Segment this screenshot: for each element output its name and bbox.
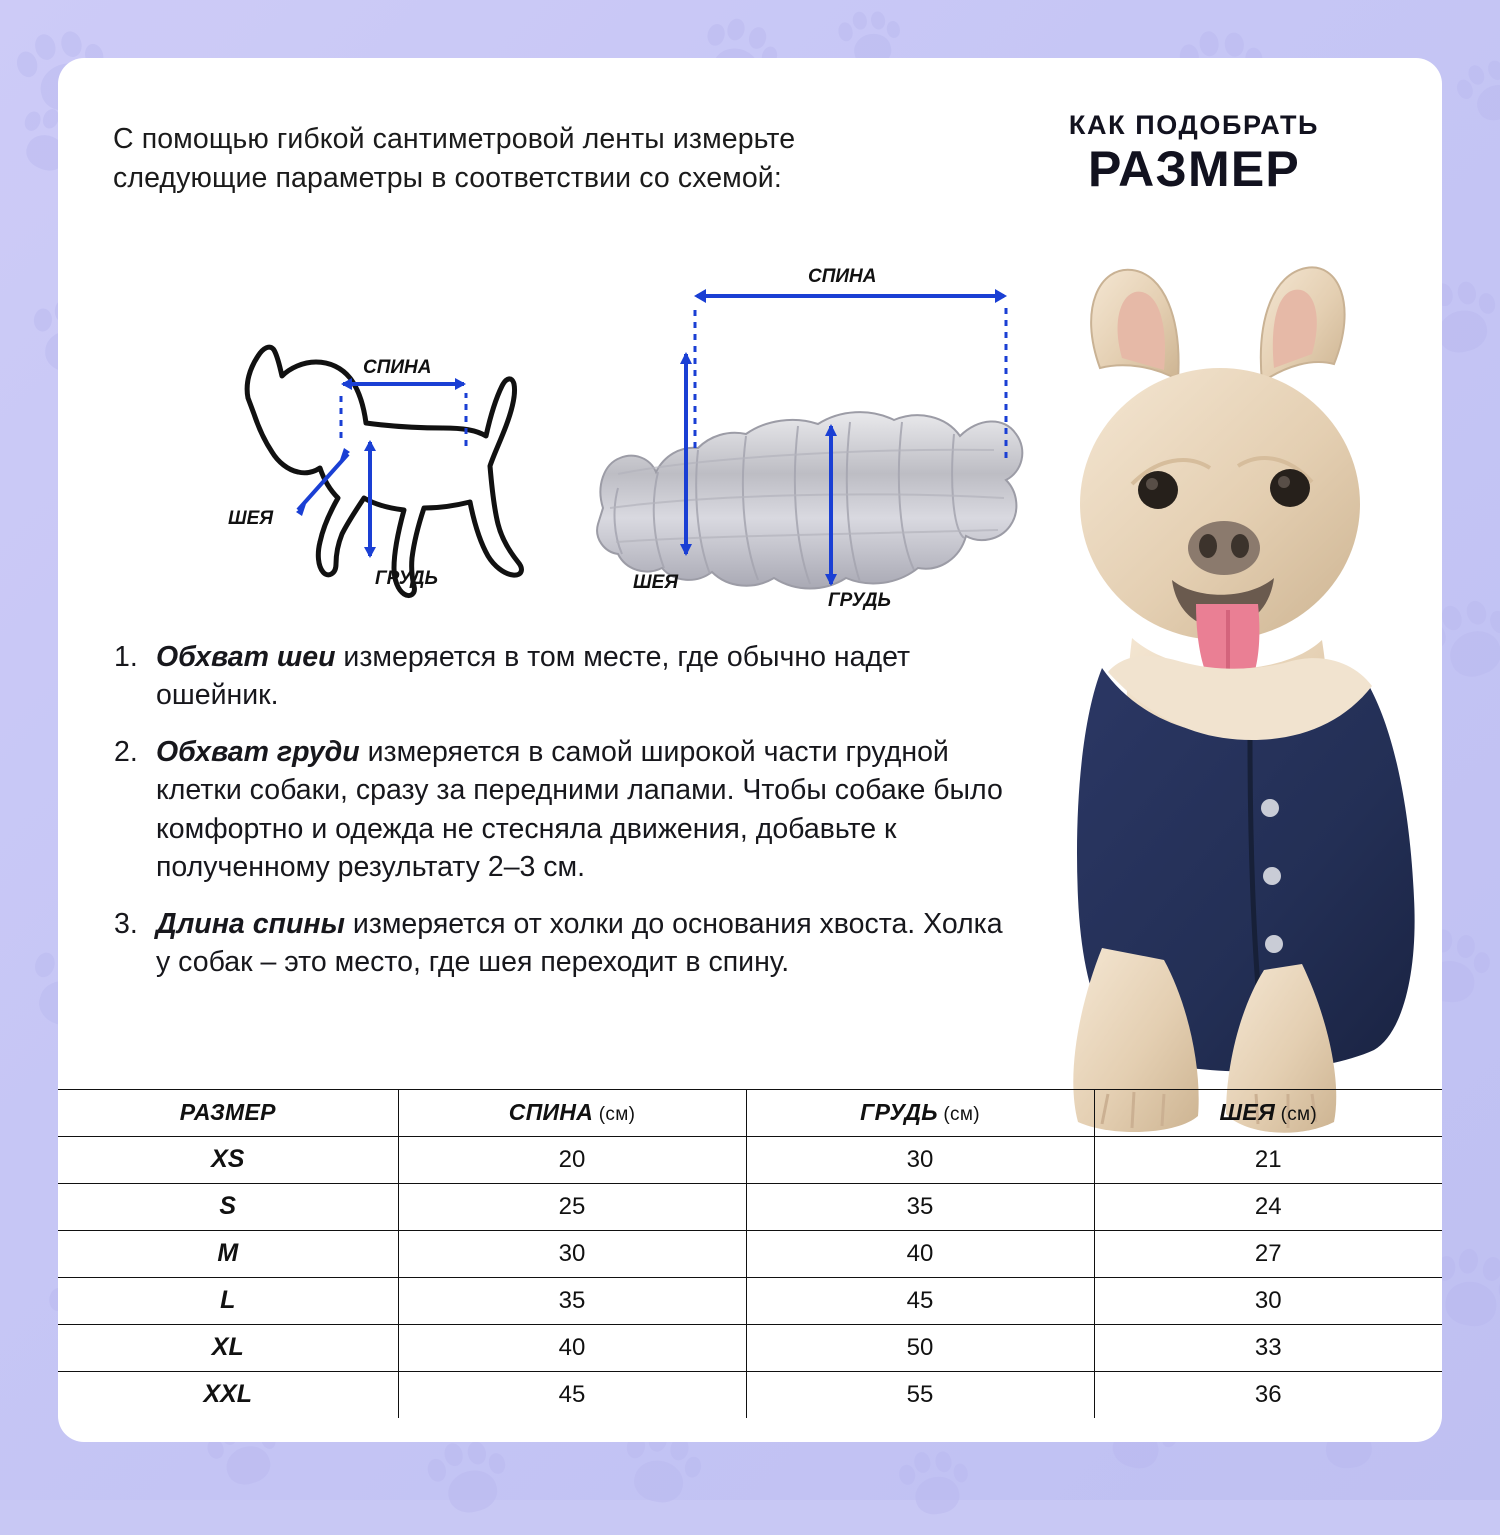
paw-print-icon: [894, 1444, 978, 1532]
cell-back: 20: [398, 1136, 746, 1183]
title-block: [984, 110, 1404, 196]
step-number: 3.: [114, 907, 138, 940]
step-text: [156, 638, 1004, 715]
table-row: [58, 1230, 1442, 1277]
cell-back: 45: [398, 1371, 746, 1418]
cell-chest: 45: [746, 1277, 1094, 1324]
cell-size: XXL: [58, 1371, 398, 1418]
table-header-row: [58, 1089, 1442, 1136]
cell-size: XL: [58, 1324, 398, 1371]
list-item: [114, 905, 1004, 982]
cell-size: M: [58, 1230, 398, 1277]
cell-chest: 40: [746, 1230, 1094, 1277]
header-label: ГРУДЬ: [860, 1099, 938, 1125]
cell-neck: 21: [1094, 1136, 1442, 1183]
step-text: [156, 733, 1004, 887]
cell-chest: 30: [746, 1136, 1094, 1183]
table-row: [58, 1324, 1442, 1371]
cell-size: XS: [58, 1136, 398, 1183]
step-body: измеряется в самой широкой части грудной клетки собаки, сразу за передними лапами. Чтобы собаке было комфортно и одежда не стесняла движения, добавьте к полученному результату 2–3 см.: [156, 735, 1003, 884]
table-row: [58, 1136, 1442, 1183]
cell-chest: 55: [746, 1371, 1094, 1418]
paw-print-icon: [1449, 50, 1500, 142]
column-header-chest: [746, 1089, 1094, 1136]
measurement-steps: [114, 638, 1004, 1000]
list-item: [114, 733, 1004, 887]
header-label: ШЕЯ: [1219, 1099, 1276, 1125]
paw-print-icon: [421, 1431, 520, 1534]
size-table: [58, 1089, 1442, 1419]
cell-chest: 50: [746, 1324, 1094, 1371]
label-chest-left: ГРУДЬ: [375, 568, 438, 589]
cell-size: L: [58, 1277, 398, 1324]
step-number: 1.: [114, 641, 138, 673]
column-header-back: [398, 1089, 746, 1136]
cell-neck: 33: [1094, 1324, 1442, 1371]
cell-neck: 27: [1094, 1230, 1442, 1277]
step-text: [156, 905, 1004, 982]
cell-back: 25: [398, 1183, 746, 1230]
cell-neck: 36: [1094, 1371, 1442, 1418]
step-term: Обхват груди: [156, 735, 360, 768]
table-row: [58, 1277, 1442, 1324]
dog-photo: [982, 248, 1442, 1148]
cell-chest: 35: [746, 1183, 1094, 1230]
list-item: [114, 638, 1004, 715]
title-kicker: КАК ПОДОБРАТЬ: [1068, 110, 1320, 140]
header-label: СПИНА: [508, 1099, 594, 1125]
cell-neck: 24: [1094, 1183, 1442, 1230]
page-title: РАЗМЕР: [1088, 141, 1300, 197]
step-term: Обхват шеи: [156, 641, 336, 673]
cell-back: 30: [398, 1230, 746, 1277]
step-term: Длина спины: [156, 907, 345, 940]
label-chest-right: ГРУДЬ: [828, 590, 891, 611]
cell-size: S: [58, 1183, 398, 1230]
dog-outline-diagram: [228, 347, 521, 595]
label-neck-right: ШЕЯ: [633, 572, 679, 593]
cell-neck: 30: [1094, 1277, 1442, 1324]
measurement-diagrams: [98, 258, 1028, 628]
step-body: измеряется в том месте, где обычно надет ошейник.: [156, 641, 911, 712]
garment-diagram: [597, 266, 1022, 611]
step-body: измеряется от холки до основания хвоста. Холка у собак – это место, где шея переходит в спину.: [156, 907, 1003, 979]
header-unit: (см): [593, 1104, 636, 1125]
label-back-right: СПИНА: [808, 266, 877, 287]
label-neck-left: ШЕЯ: [228, 508, 274, 529]
step-number: 2.: [114, 735, 138, 768]
header-label: РАЗМЕР: [179, 1099, 276, 1125]
diagram-svg: [98, 258, 1028, 628]
header-unit: (см): [1275, 1104, 1318, 1125]
header-unit: (см): [937, 1104, 980, 1125]
table-row: [58, 1183, 1442, 1230]
label-back-left: СПИНА: [363, 357, 432, 378]
cell-back: 40: [398, 1324, 746, 1371]
info-card: [58, 58, 1442, 1442]
column-header-neck: [1094, 1089, 1442, 1136]
column-header-size: [58, 1089, 398, 1136]
cell-back: 35: [398, 1277, 746, 1324]
intro-text: С помощью гибкой сантиметровой ленты измерьте следующие параметры в соответствии со схемой:: [113, 123, 796, 194]
table-row: [58, 1371, 1442, 1418]
